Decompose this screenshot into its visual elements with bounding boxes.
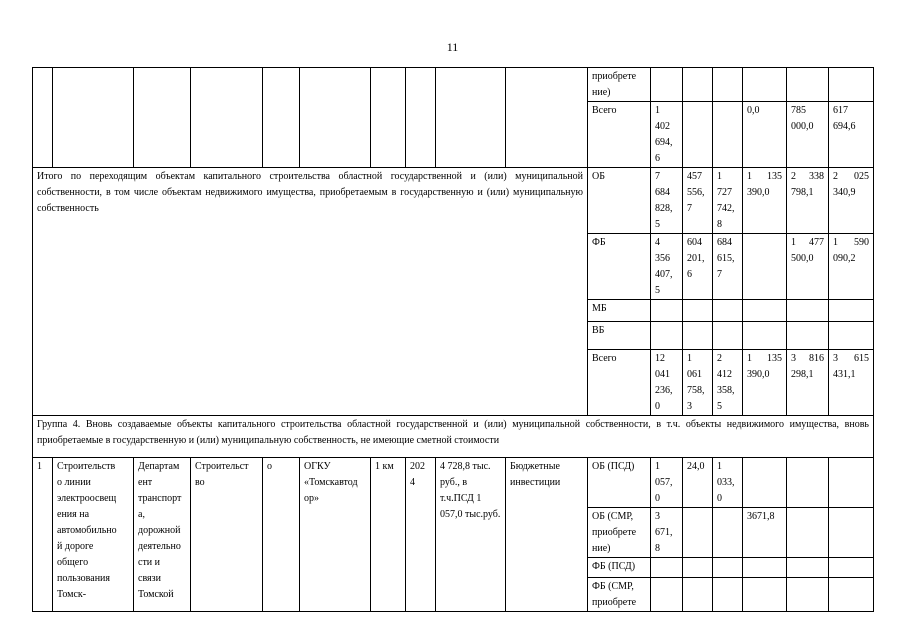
capacity-cell: 1 км — [371, 458, 406, 612]
cell-empty — [743, 300, 787, 322]
cell-empty — [406, 68, 436, 168]
cell-empty — [683, 578, 713, 612]
cell-empty — [33, 68, 53, 168]
cell-empty — [371, 68, 406, 168]
cell-empty — [829, 558, 874, 578]
cell-empty — [683, 68, 713, 102]
table-row — [33, 68, 874, 102]
amount-cell: 2 412 358, 5 — [713, 350, 743, 416]
cell-value: о — [263, 458, 300, 612]
cell-empty — [713, 102, 743, 168]
funding-source-label: ОБ (СМР, приобрете ние) — [588, 508, 651, 558]
funding-source-label: ФБ (СМР, приобрете — [588, 578, 651, 612]
cell-empty — [743, 578, 787, 612]
cell-empty — [436, 68, 506, 168]
cell-empty — [829, 508, 874, 558]
cell-empty — [743, 322, 787, 350]
cell-empty — [683, 322, 713, 350]
cell-empty — [53, 68, 134, 168]
amount-cell: 3 816 298,1 — [787, 350, 829, 416]
funding-source-label: МБ — [588, 300, 651, 322]
cell-empty — [787, 508, 829, 558]
funding-source-label: ФБ — [588, 234, 651, 300]
funding-source-label: ФБ (ПСД) — [588, 558, 651, 578]
amount-cell: 1 057, 0 — [651, 458, 683, 508]
table-row — [33, 416, 874, 458]
cell-empty — [787, 558, 829, 578]
work-type-cell: Строительст во — [191, 458, 263, 612]
amount-cell: 2 025 340,9 — [829, 168, 874, 234]
department-cell: Департам ент транспорт а, дорожной деятельно сти и связи Томской — [134, 458, 191, 612]
cell-empty — [743, 234, 787, 300]
amount-cell: 604 201, 6 — [683, 234, 713, 300]
amount-cell: 12 041 236, 0 — [651, 350, 683, 416]
cell-empty — [787, 68, 829, 102]
cell-empty — [787, 578, 829, 612]
cell-empty — [506, 68, 588, 168]
capital-construction-table — [32, 67, 874, 612]
cell-empty — [743, 558, 787, 578]
amount-cell: 1 135 390,0 — [743, 168, 787, 234]
amount-cell: 617 694,6 — [829, 102, 874, 168]
cell-empty — [651, 578, 683, 612]
cell-empty — [713, 558, 743, 578]
funding-source-label: Всего — [588, 350, 651, 416]
amount-cell: 2 338 798,1 — [787, 168, 829, 234]
amount-cell: 3 671, 8 — [651, 508, 683, 558]
funding-source-label: ОБ (ПСД) — [588, 458, 651, 508]
cell-empty — [651, 68, 683, 102]
cell-empty — [713, 508, 743, 558]
funding-source-label: приобрете ние) — [588, 68, 651, 102]
cell-empty — [263, 68, 300, 168]
amount-cell: 1 727 742, 8 — [713, 168, 743, 234]
amount-cell: 0,0 — [743, 102, 787, 168]
total-carryover-label: Итого по переходящим объектам капитального строительства областной государственной и (или) муниципальной собственности, в том числе объектам недвижимого имущества, приобретаемым в государственную и (или) муниципальную собственность — [33, 168, 588, 416]
cell-empty — [683, 508, 713, 558]
cell-empty — [683, 102, 713, 168]
cell-empty — [683, 558, 713, 578]
year-cell: 202 4 — [406, 458, 436, 612]
cell-empty — [743, 68, 787, 102]
amount-cell: 1 033, 0 — [713, 458, 743, 508]
cell-empty — [787, 300, 829, 322]
amount-cell: 457 556, 7 — [683, 168, 713, 234]
investment-type-cell: Бюджетные инвестиции — [506, 458, 588, 612]
amount-cell: 3671,8 — [743, 508, 787, 558]
cell-empty — [134, 68, 191, 168]
cell-empty — [743, 458, 787, 508]
cell-empty — [787, 322, 829, 350]
cost-cell: 4 728,8 тыс. руб., в т.ч.ПСД 1 057,0 тыс.руб. — [436, 458, 506, 612]
funding-source-label: ВБ — [588, 322, 651, 350]
object-name-cell: Строительств о линии электроосвещ ения на автомобильно й дороге общего пользования Томск- — [53, 458, 134, 612]
amount-cell: 684 615, 7 — [713, 234, 743, 300]
cell-empty — [829, 322, 874, 350]
cell-empty — [713, 322, 743, 350]
cell-empty — [651, 558, 683, 578]
amount-cell: 1 061 758, 3 — [683, 350, 713, 416]
group-4-heading: Группа 4. Вновь создаваемые объекты капитального строительства областной государственной и (или) муниципальной собственности, в т.ч. объекты недвижимого имущества, вновь приобретаемые в государственную и (или) муниципальную собственность, не имеющие сметной стоимости — [33, 416, 874, 458]
organization-cell: ОГКУ «Томскавтод ор» — [300, 458, 371, 612]
cell-empty — [651, 300, 683, 322]
amount-cell: 24,0 — [683, 458, 713, 508]
table-row — [33, 458, 874, 508]
cell-empty — [829, 458, 874, 508]
cell-empty — [651, 322, 683, 350]
cell-empty — [829, 68, 874, 102]
funding-source-label: Всего — [588, 102, 651, 168]
amount-cell: 1 402 694, 6 — [651, 102, 683, 168]
amount-cell: 1 590 090,2 — [829, 234, 874, 300]
cell-empty — [829, 300, 874, 322]
cell-empty — [829, 578, 874, 612]
amount-cell: 3 615 431,1 — [829, 350, 874, 416]
cell-empty — [713, 578, 743, 612]
cell-empty — [300, 68, 371, 168]
amount-cell: 7 684 828, 5 — [651, 168, 683, 234]
amount-cell: 1 135 390,0 — [743, 350, 787, 416]
row-number: 1 — [33, 458, 53, 612]
page-number: 11 — [446, 40, 459, 54]
amount-cell: 4 356 407, 5 — [651, 234, 683, 300]
table-row — [33, 168, 874, 234]
funding-source-label: ОБ — [588, 168, 651, 234]
cell-empty — [683, 300, 713, 322]
cell-empty — [191, 68, 263, 168]
cell-empty — [713, 68, 743, 102]
cell-empty — [787, 458, 829, 508]
cell-empty — [713, 300, 743, 322]
amount-cell: 785 000,0 — [787, 102, 829, 168]
amount-cell: 1 477 500,0 — [787, 234, 829, 300]
